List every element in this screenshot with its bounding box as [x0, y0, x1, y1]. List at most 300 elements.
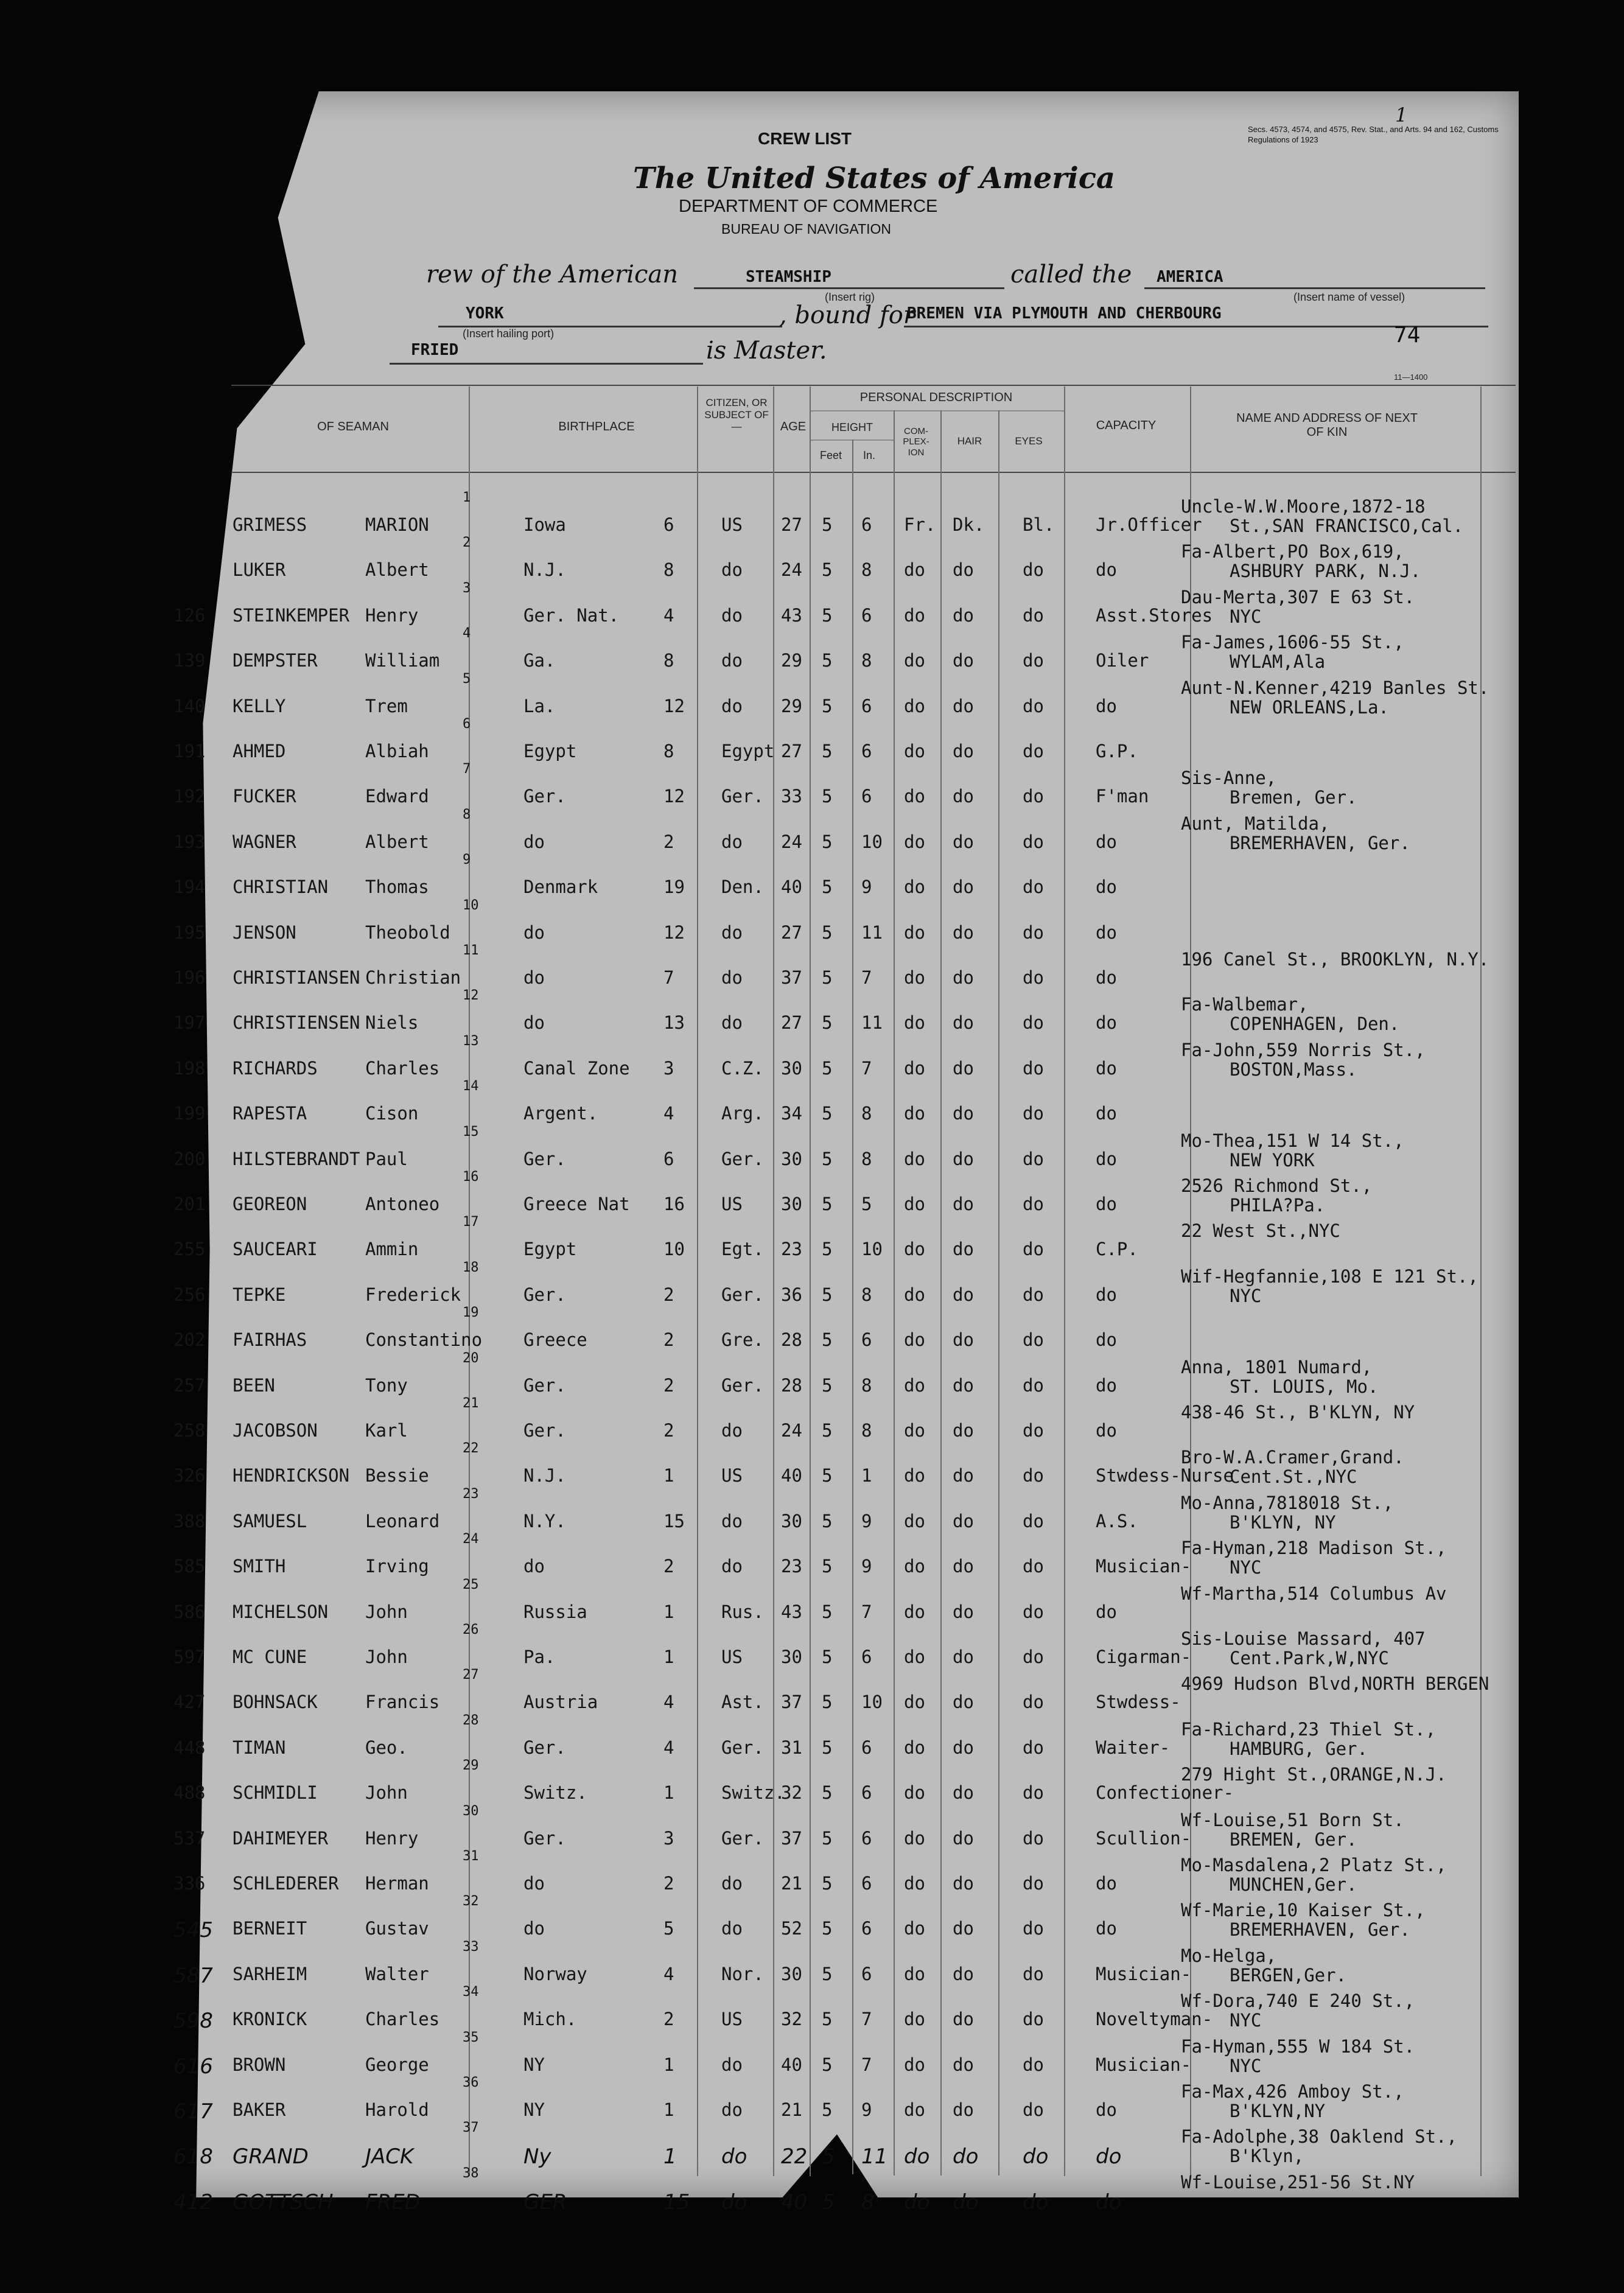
cell-hair: do — [953, 967, 974, 988]
cell-surname: MICHELSON — [233, 1601, 329, 1622]
cell-row-number: 20 — [463, 1350, 479, 1366]
cell-row-id: 585 — [173, 1556, 206, 1577]
cell-complexion: do — [904, 741, 925, 761]
cell-height-inches: 8 — [861, 559, 872, 581]
cell-kin-line-1: Wf-Martha,514 Columbus Av — [1181, 1583, 1447, 1604]
cell-height-feet: 5 — [822, 2099, 833, 2120]
cell-age: 32 — [781, 1782, 802, 1804]
cell-surname: GEOREON — [233, 1194, 307, 1214]
cell-hair: do — [953, 1647, 974, 1667]
cell-age: 40 — [781, 877, 802, 898]
cell-complexion: do — [904, 1510, 925, 1532]
cell-complexion: do — [904, 559, 925, 581]
cell-capacity: do — [1096, 1420, 1117, 1441]
cell-capacity: do — [1096, 1284, 1117, 1305]
cell-hair: do — [953, 1057, 974, 1079]
cell-kin-line-2: NYC — [1230, 606, 1262, 627]
table-row — [0, 580, 1624, 638]
cell-complexion: do — [904, 1239, 925, 1260]
cell-citizenship: do — [721, 2190, 747, 2214]
rig-value: STEAMSHIP — [746, 268, 831, 286]
cell-height-feet: 5 — [822, 1918, 833, 1939]
cell-height-feet: 5 — [822, 2190, 835, 2214]
bound-for-label: , bound for — [779, 301, 915, 329]
table-header-rule — [231, 472, 1516, 473]
cell-hair: do — [953, 1239, 974, 1260]
cell-age: 23 — [781, 1239, 802, 1260]
cell-surname: DAHIMEYER — [233, 1827, 329, 1849]
cell-row-id: 197 — [173, 1012, 206, 1034]
cell-kin-line-1: Fa-Max,426 Amboy St., — [1181, 2081, 1404, 2102]
cell-hair: do — [953, 1374, 974, 1396]
cell-row-number: 28 — [463, 1712, 479, 1728]
table-row — [0, 1486, 1624, 1544]
cell-row-number: 19 — [463, 1305, 479, 1321]
cell-capacity: Oiler — [1096, 650, 1149, 671]
cell-hair: do — [953, 1873, 974, 1894]
cell-height-feet: 5 — [822, 1963, 833, 1984]
cell-kin-line-1: 4969 Hudson Blvd,NORTH BERGEN — [1181, 1673, 1489, 1695]
col-age: AGE — [780, 420, 807, 433]
cell-eyes: do — [1023, 1420, 1044, 1441]
cell-height-feet: 5 — [822, 650, 833, 671]
hailing-caption: (Insert hailing port) — [463, 327, 555, 340]
cell-eyes: do — [1023, 1873, 1044, 1894]
cell-given-name: Henry — [365, 604, 419, 626]
cell-age: 30 — [781, 1194, 802, 1214]
corner-mark: 1 — [1395, 103, 1408, 127]
cell-given-name: William — [365, 650, 440, 671]
cell-height-feet: 5 — [822, 741, 833, 761]
cell-kin-line-1: Aunt, Matilda, — [1181, 813, 1330, 834]
cell-birthplace: do — [523, 1918, 545, 1939]
cell-row-id: 194 — [173, 877, 206, 898]
cell-hair: do — [953, 2099, 974, 2120]
cell-height-inches: 8 — [861, 2190, 875, 2214]
table-row — [0, 1577, 1624, 1634]
cell-height-inches: 6 — [861, 1782, 872, 1804]
cell-height-inches: 10 — [861, 1692, 883, 1713]
table-row — [0, 535, 1624, 592]
cell-age: 33 — [781, 786, 802, 807]
cell-given-name: Edward — [365, 786, 429, 807]
cell-eyes: do — [1023, 1374, 1044, 1396]
cell-birthplace: do — [523, 831, 545, 852]
cell-complexion: do — [904, 922, 925, 943]
cell-given-name: JACK — [365, 2144, 414, 2169]
cell-given-name: George — [365, 2054, 429, 2075]
cell-kin-line-2: PHILA?Pa. — [1230, 1195, 1326, 1216]
cell-kin-line-2: BREMERHAVEN, Ger. — [1230, 1919, 1410, 1941]
cell-height-inches: 8 — [861, 1374, 872, 1396]
cell-kin-line-1: Wif-Hegfannie,108 E 121 St., — [1181, 1266, 1479, 1287]
cell-row-number: 24 — [463, 1532, 479, 1547]
cell-kin-line-1: Mo-Anna,7818018 St., — [1181, 1492, 1394, 1513]
table-row — [0, 1441, 1624, 1498]
cell-capacity: do — [1096, 1012, 1117, 1034]
cell-row-id: 545 — [173, 1918, 213, 1943]
cell-eyes: do — [1023, 741, 1044, 761]
cell-height-feet: 5 — [822, 922, 833, 943]
cell-height-inches: 6 — [861, 1737, 872, 1758]
cell-kin-line-2: COPENHAGEN, Den. — [1230, 1013, 1400, 1035]
cell-height-inches: 6 — [861, 695, 872, 716]
table-row — [0, 1033, 1624, 1091]
table-row — [0, 1214, 1624, 1272]
cell-birthplace: Russia — [523, 1601, 587, 1622]
cell-kin-line-2: NYC — [1230, 1285, 1262, 1306]
cell-complexion: do — [904, 1827, 925, 1849]
cell-row-id: 448 — [173, 1737, 206, 1758]
cell-surname: LUKER — [233, 559, 286, 581]
cell-given-name: Albiah — [365, 741, 429, 761]
cell-given-name: Herman — [365, 1873, 429, 1894]
cell-complexion: do — [904, 1737, 925, 1758]
cell-row-id: 537 — [173, 1827, 206, 1849]
cell-citizenship: do — [721, 2054, 743, 2075]
table-row — [0, 1849, 1624, 1906]
cell-years-in-country: 2 — [663, 831, 674, 852]
cell-birthplace: Egypt — [523, 741, 577, 761]
cell-age: 27 — [781, 922, 802, 943]
cell-hair: do — [953, 1918, 974, 1939]
cell-surname: JACOBSON — [233, 1420, 318, 1441]
cell-capacity: Musician- — [1096, 2054, 1192, 2075]
cell-age: 37 — [781, 1692, 802, 1713]
cell-eyes: Bl. — [1023, 514, 1055, 535]
cell-height-feet: 5 — [822, 1284, 833, 1305]
cell-complexion: do — [904, 1420, 925, 1441]
cell-height-inches: 6 — [861, 1647, 872, 1667]
cell-capacity: do — [1096, 2190, 1122, 2214]
cell-hair: do — [953, 1012, 974, 1034]
cell-height-inches: 5 — [861, 1194, 872, 1214]
cell-citizenship: do — [721, 650, 743, 671]
cell-capacity: Stwdess-Nurse — [1096, 1465, 1234, 1486]
cell-years-in-country: 3 — [663, 1057, 674, 1079]
cell-kin-line-1: Aunt-N.Kenner,4219 Banles St. — [1181, 677, 1489, 698]
table-row — [0, 2075, 1624, 2132]
cell-age: 40 — [781, 2190, 808, 2214]
cell-years-in-country: 2 — [663, 1873, 674, 1894]
cell-row-id: 618 — [173, 2144, 213, 2169]
cell-eyes: do — [1023, 2099, 1044, 2120]
cell-kin-line-2: St.,SAN FRANCISCO,Cal. — [1230, 516, 1464, 536]
cell-years-in-country: 6 — [663, 1148, 674, 1169]
col-next-of-kin: NAME AND ADDRESS OF NEXT OF KIN — [1236, 411, 1418, 439]
cell-given-name: MARION — [365, 514, 429, 535]
cell-given-name: Christian — [365, 967, 461, 988]
cell-hair: do — [953, 1148, 974, 1169]
cell-birthplace: Mich. — [523, 2009, 577, 2030]
cell-given-name: Theobold — [365, 922, 450, 943]
cell-complexion: do — [904, 1556, 925, 1577]
cell-birthplace: N.J. — [523, 559, 566, 581]
cell-complexion: do — [904, 1194, 925, 1214]
cell-complexion: do — [904, 604, 925, 626]
cell-row-id: 412 — [173, 2190, 213, 2214]
crew-phrase: rew of the American — [426, 261, 678, 289]
cell-hair: do — [953, 1737, 974, 1758]
cell-row-id: 126 — [173, 604, 206, 626]
cell-surname: SAUCEARI — [233, 1239, 318, 1260]
cell-years-in-country: 4 — [663, 1103, 674, 1124]
cell-height-inches: 9 — [861, 877, 872, 898]
table-row — [0, 1532, 1624, 1589]
cell-surname: HENDRICKSON — [233, 1465, 350, 1486]
cell-surname: CHRISTIAN — [233, 877, 329, 898]
cell-given-name: Niels — [365, 1012, 419, 1034]
cell-citizenship: US — [721, 1465, 743, 1486]
cell-citizenship: do — [721, 559, 743, 581]
cell-row-id: 202 — [173, 1329, 206, 1351]
cell-capacity: Musician- — [1096, 1556, 1192, 1577]
cell-age: 22 — [781, 2144, 808, 2169]
cell-row-number: 30 — [463, 1803, 479, 1819]
col-birthplace: BIRTHPLACE — [558, 420, 635, 433]
master-line — [390, 363, 703, 365]
cell-capacity: Confectioner- — [1096, 1782, 1234, 1804]
cell-years-in-country: 2 — [663, 1329, 674, 1351]
cell-capacity: Waiter- — [1096, 1737, 1171, 1758]
cell-years-in-country: 4 — [663, 1692, 674, 1713]
cell-capacity: do — [1096, 1057, 1117, 1079]
cell-height-inches: 8 — [861, 1420, 872, 1441]
cell-capacity: do — [1096, 922, 1117, 943]
personal-rule — [810, 410, 1065, 411]
table-row — [0, 1079, 1624, 1136]
cell-eyes: do — [1023, 1148, 1044, 1169]
cell-birthplace: Ger. — [523, 1374, 566, 1396]
cell-citizenship: Ast. — [721, 1692, 764, 1713]
cell-complexion: do — [904, 786, 925, 807]
table-row — [0, 1622, 1624, 1679]
cell-kin-line-2: BOSTON,Mass. — [1230, 1059, 1357, 1080]
table-row — [0, 626, 1624, 683]
cell-hair: do — [953, 695, 974, 716]
cell-capacity: do — [1096, 1374, 1117, 1396]
cell-citizenship: do — [721, 1556, 743, 1577]
cell-surname: TEPKE — [233, 1284, 286, 1305]
cell-surname: WAGNER — [233, 831, 296, 852]
cell-height-feet: 5 — [822, 967, 833, 988]
cell-citizenship: do — [721, 2144, 747, 2169]
cell-citizenship: Nor. — [721, 1963, 764, 1984]
table-row — [0, 1259, 1624, 1317]
cell-height-inches: 7 — [861, 2054, 872, 2075]
cell-kin-line-2: B'KLYN, NY — [1230, 1511, 1336, 1533]
cell-age: 24 — [781, 1420, 802, 1441]
cell-complexion: do — [904, 1329, 925, 1351]
cell-height-feet: 5 — [822, 1239, 833, 1260]
cell-eyes: do — [1023, 1329, 1044, 1351]
col-feet: Feet — [819, 449, 842, 461]
cell-row-number: 36 — [463, 2075, 479, 2090]
table-row — [0, 1305, 1624, 1362]
cell-row-number: 31 — [463, 1849, 479, 1864]
cell-surname: KELLY — [233, 695, 286, 716]
cell-row-number: 6 — [463, 716, 471, 732]
cell-row-number: 12 — [463, 988, 479, 1004]
cell-eyes: do — [1023, 1918, 1044, 1939]
cell-row-number: 29 — [463, 1758, 479, 1774]
table-row — [0, 2120, 1624, 2177]
cell-row-id: 597 — [173, 1647, 206, 1667]
cell-years-in-country: 4 — [663, 1963, 674, 1984]
cell-surname: MC CUNE — [233, 1647, 307, 1667]
cell-kin-line-2: Bremen, Ger. — [1230, 787, 1357, 808]
cell-years-in-country: 1 — [663, 1465, 674, 1486]
cell-complexion: do — [904, 1601, 925, 1622]
cell-eyes: do — [1023, 1057, 1044, 1079]
cell-kin-line-2: NYC — [1230, 1557, 1262, 1578]
cell-given-name: Antoneo — [365, 1194, 440, 1214]
table-row — [0, 943, 1624, 1000]
cell-hair: do — [953, 1103, 974, 1124]
cell-surname: BERNEIT — [233, 1918, 307, 1939]
cell-age: 29 — [781, 695, 802, 716]
cell-row-number: 17 — [463, 1214, 479, 1230]
cell-age: 43 — [781, 1601, 802, 1622]
cell-row-id: 388 — [173, 1510, 206, 1532]
cell-height-feet: 5 — [822, 1782, 833, 1804]
cell-surname: CHRISTIENSEN — [233, 1012, 360, 1034]
cell-age: 27 — [781, 1012, 802, 1034]
cell-birthplace: Greece — [523, 1329, 587, 1351]
table-row — [0, 1894, 1624, 1951]
cell-kin-line-1: Fa-John,559 Norris St., — [1181, 1039, 1426, 1060]
cell-complexion: do — [904, 1284, 925, 1305]
cell-kin-line-1: Fa-Richard,23 Thiel St., — [1181, 1718, 1437, 1740]
cell-hair: do — [953, 2144, 979, 2169]
cell-complexion: do — [904, 831, 925, 852]
cell-age: 21 — [781, 1873, 802, 1894]
cell-citizenship: C.Z. — [721, 1057, 764, 1079]
rig-line — [694, 287, 1004, 289]
cell-height-inches: 1 — [861, 1465, 872, 1486]
cell-row-id: 587 — [173, 1963, 213, 1988]
cell-kin-line-1: Anna, 1801 Numard, — [1181, 1356, 1373, 1378]
cell-row-number: 21 — [463, 1396, 479, 1411]
cell-eyes: do — [1023, 1737, 1044, 1758]
cell-row-number: 10 — [463, 897, 479, 913]
cell-capacity: do — [1096, 1148, 1117, 1169]
cell-height-feet: 5 — [822, 559, 833, 581]
cell-birthplace: Ger. — [523, 1420, 566, 1441]
cell-age: 30 — [781, 1148, 802, 1169]
vessel-caption: (Insert name of vessel) — [1293, 291, 1405, 303]
cell-birthplace: Norway — [523, 1963, 587, 1984]
cell-capacity: do — [1096, 1194, 1117, 1214]
cell-eyes: do — [1023, 1239, 1044, 1260]
cell-kin-line-1: Uncle-W.W.Moore,1872-18 — [1181, 496, 1426, 517]
cell-row-id: 193 — [173, 831, 206, 852]
cell-surname: CHRISTIANSEN — [233, 967, 360, 988]
cell-hair: do — [953, 1963, 974, 1984]
cell-kin-line-1: Mo-Helga, — [1181, 1945, 1277, 1966]
cell-height-inches: 6 — [861, 1918, 872, 1939]
cell-birthplace: do — [523, 1873, 545, 1894]
cell-age: 27 — [781, 514, 802, 535]
cell-age: 30 — [781, 1057, 802, 1079]
cell-age: 30 — [781, 1963, 802, 1984]
cell-complexion: do — [904, 877, 925, 898]
rig-caption: (Insert rig) — [825, 291, 875, 303]
cell-hair: do — [953, 786, 974, 807]
cell-height-feet: 5 — [822, 1465, 833, 1486]
cell-kin-line-2: BREMEN, Ger. — [1230, 1829, 1357, 1850]
cell-row-id: 199 — [173, 1103, 206, 1124]
cell-eyes: do — [1023, 1103, 1044, 1124]
cell-birthplace: GER — [523, 2190, 567, 2214]
cell-eyes: do — [1023, 1465, 1044, 1486]
cell-row-id: 198 — [173, 1057, 206, 1079]
cell-given-name: John — [365, 1601, 408, 1622]
cell-eyes: do — [1023, 877, 1044, 898]
table-row — [0, 1667, 1624, 1724]
cell-birthplace: Ger. — [523, 786, 566, 807]
cell-eyes: do — [1023, 2009, 1044, 2030]
cell-birthplace: Egypt — [523, 1239, 577, 1260]
cell-height-feet: 5 — [822, 604, 833, 626]
cell-height-feet: 5 — [822, 1601, 833, 1622]
cell-citizenship: US — [721, 1647, 743, 1667]
col-eyes: EYES — [1015, 435, 1043, 447]
cell-capacity: do — [1096, 1329, 1117, 1351]
cell-capacity: C.P. — [1096, 1239, 1138, 1260]
cell-hair: do — [953, 922, 974, 943]
cell-surname: GRIMESS — [233, 514, 307, 535]
cell-kin-line-2: ASHBURY PARK, N.J. — [1230, 561, 1421, 582]
cell-hair: do — [953, 1601, 974, 1622]
cell-citizenship: do — [721, 2099, 743, 2120]
cell-citizenship: Ger. — [721, 1737, 764, 1758]
vessel-line — [1144, 287, 1485, 289]
cell-capacity: Noveltyman- — [1096, 2009, 1213, 2030]
cell-height-feet: 5 — [822, 1329, 833, 1351]
cell-hair: do — [953, 1556, 974, 1577]
cell-citizenship: do — [721, 1420, 743, 1441]
cell-complexion: do — [904, 1873, 925, 1894]
cell-height-feet: 5 — [822, 1057, 833, 1079]
cell-height-feet: 5 — [822, 1194, 833, 1214]
cell-hair: do — [953, 1782, 974, 1804]
cell-row-id: 427 — [173, 1692, 206, 1713]
cell-age: 43 — [781, 604, 802, 626]
cell-capacity: Asst.Stores — [1096, 604, 1213, 626]
cell-surname: BROWN — [233, 2054, 286, 2075]
cell-citizenship: do — [721, 695, 743, 716]
is-master: is Master. — [706, 337, 827, 365]
cell-years-in-country: 2 — [663, 1374, 674, 1396]
col-inches: In. — [863, 449, 875, 461]
cell-hair: do — [953, 741, 974, 761]
cell-hair: do — [953, 831, 974, 852]
table-row — [0, 490, 1624, 547]
destination: BREMEN VIA PLYMOUTH AND CHERBOURG — [907, 304, 1222, 323]
cell-citizenship: Egt. — [721, 1239, 764, 1260]
cell-kin-line-1: Fa-Hyman,218 Madison St., — [1181, 1538, 1447, 1559]
cell-row-number: 33 — [463, 1939, 479, 1955]
cell-height-inches: 7 — [861, 1601, 872, 1622]
table-row — [0, 1124, 1624, 1182]
cell-complexion: do — [904, 1918, 925, 1939]
cell-complexion: do — [904, 1692, 925, 1713]
cell-capacity: do — [1096, 2144, 1122, 2169]
cell-hair: do — [953, 559, 974, 581]
cell-row-number: 18 — [463, 1259, 479, 1275]
cell-capacity: do — [1096, 1103, 1117, 1124]
